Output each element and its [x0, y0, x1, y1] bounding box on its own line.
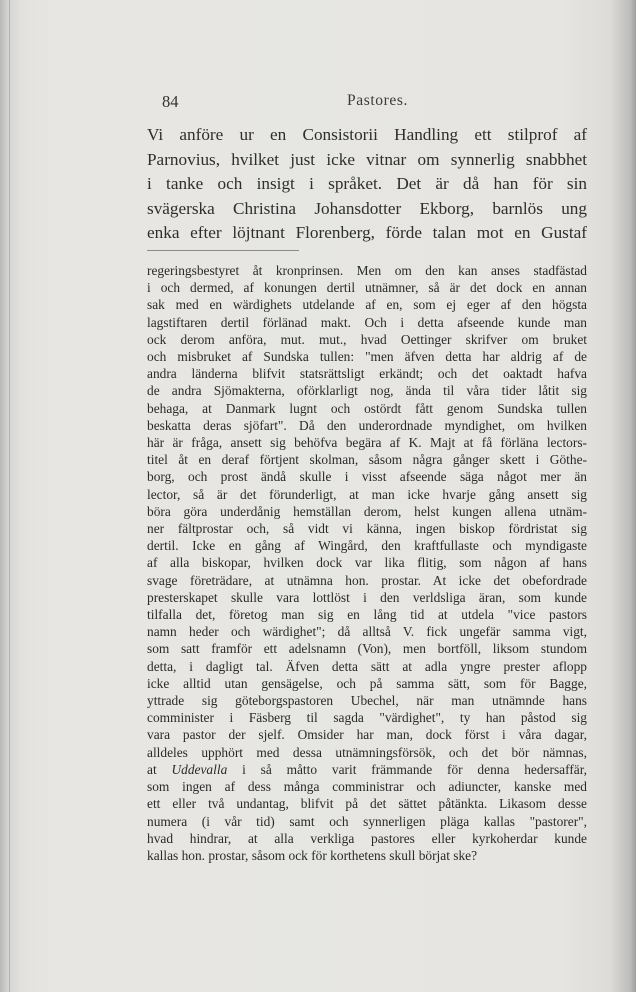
footnote-line: sak med en wärdighets utdelande af en, som ej eger af den högsta — [147, 297, 587, 313]
footnote-line: icke alltid utan gensägelse, och på samma sätt, som för Bagge, — [147, 675, 587, 691]
footnote-line: ner fältprostar och, så vidt vi känna, ingen biskop fördristat sig — [147, 521, 587, 537]
running-title: Pastores. — [347, 92, 408, 109]
page-number: 84 — [162, 92, 179, 111]
footnote-line: i och dermed, af konungen dertil utnämner, så är det dock en annan — [147, 280, 587, 296]
footnote-line: hvad hindrar, at alla verkliga pastores eller kyrkoherdar kunde — [147, 830, 587, 846]
footnote-line: beskatta deras sjöfart". Då den underordnade myndighet, om hvilken — [147, 417, 587, 433]
footnote-line-uddevalla — [147, 761, 587, 778]
footnote-line: svage företrädare, at utnämna hon. prostar. At icke det obefordrade — [147, 572, 587, 588]
footnote-line: de andra Sjömakterna, oförklarligt nog, ända til våra tider låtit sig — [147, 383, 587, 399]
footnote-line: lagstiftaren dertil förlänad makt. Och i detta afseende kunde man — [147, 314, 587, 330]
footnote-text: at — [147, 761, 172, 777]
footnote-line: namn heder och wärdighet"; då alltså V. fick ungefär samma vigt, — [147, 624, 587, 640]
footnote-line: alldeles upphört med dessa utnämningsförsök, och det bör nämnas, — [147, 744, 587, 760]
footnote-line: kallas hon. prostar, såsom ock för korthetens skull börjat ske? — [147, 847, 478, 863]
main-line: enka efter löjtnant Florenberg, förde talan mot en Gustaf — [147, 223, 587, 242]
footnote-line: dertil. Icke en gång af Wingård, den kraftfullaste och myndigaste — [147, 538, 587, 554]
footnote-line: presterskapet skulle vara lottlöst i den verldsliga äran, som kunde — [147, 589, 587, 605]
footnote-line: lector, så är det förunderligt, at man icke hvarje gång ansett sig — [147, 486, 587, 502]
footnote-line: comminister i Fäsberg til sagda "värdighet", ty han påstod sig — [147, 710, 587, 726]
footnote-line: böra göra underdånig hemställan derom, helst kungen allena utnäm- — [147, 503, 587, 519]
footnote-line: tilfalla det, företog man sig en lång tid at utdela "vice pastors — [147, 607, 587, 623]
footnote-line: detta, i dagligt tal. Äfven detta sätt at adla yngre prester aflopp — [147, 658, 587, 674]
footnote-line: här är fråga, ansett sig behöfva begära af K. Majt at få förläna lectors- — [147, 435, 587, 451]
footnote-block — [147, 262, 587, 864]
main-line: i tanke och insigt i språket. Det är då han för sin — [147, 174, 587, 193]
footnote-line: och misbruket af Sundska tullen: "men äfven detta har aldrig af de — [147, 349, 587, 365]
footnote-line: ett eller två undantag, blifvit på det sättet påtänkta. Likasom desse — [147, 796, 587, 812]
main-paragraph — [147, 123, 587, 246]
running-header — [147, 92, 596, 114]
main-line: svägerska Christina Johansdotter Ekborg, barnlös ung — [147, 198, 587, 218]
footnote-line: som ingen af dess många comministrar och adiuncter, kanske med — [147, 779, 587, 795]
footnote-text: i så måtto varit främmande för denna hedersaffär, — [227, 761, 588, 777]
main-line: Parnovius, hvilket just icke vitnar om synnerlig snabbhet — [147, 149, 587, 169]
footnote-line: yttrade sig göteborgspastoren Ubechel, när man utnämnde hans — [147, 693, 587, 709]
footnote-line: numera (i vår tid) samt och synnerligen pläga kallas "pastorer", — [147, 813, 587, 829]
footnote-line: titel åt en deraf förtjent skolman, såsom några gånger skett i Göthe- — [147, 452, 587, 468]
footnote-line: andra länderna blifvit statsrättsligt erkändt; och det oaktadt hafva — [147, 366, 587, 382]
footnote-line: vara pastor der sjelf. Omsider har man, dock först i våra dagar, — [147, 727, 587, 743]
footnote-line: regeringsbestyret åt kronprinsen. Men om den kan anses stadfästad — [147, 263, 587, 278]
page-edge — [9, 0, 10, 992]
footnote-rule — [147, 250, 299, 251]
footnote-line: af alla biskopar, hvilken dock var lika flitig, som någon af hans — [147, 555, 587, 571]
footnote-line: som satt framför ett adelsnamn (Von), men bortföll, liksom stundom — [147, 641, 587, 657]
place-name-italic: Uddevalla — [171, 761, 228, 777]
main-line: Vi anföre ur en Consistorii Handling ett stilprof af — [147, 125, 587, 144]
footnote-line: behaga, at Danmark lugnt och ostördt fått genom Sundska tullen — [147, 400, 587, 416]
footnote-line: ock derom anföra, mut. mut., hvad Oettinger skrifver om bruket — [147, 331, 587, 347]
footnote-line: borg, och prost ändå skulle i visst afseende säga något mer än — [147, 469, 587, 485]
